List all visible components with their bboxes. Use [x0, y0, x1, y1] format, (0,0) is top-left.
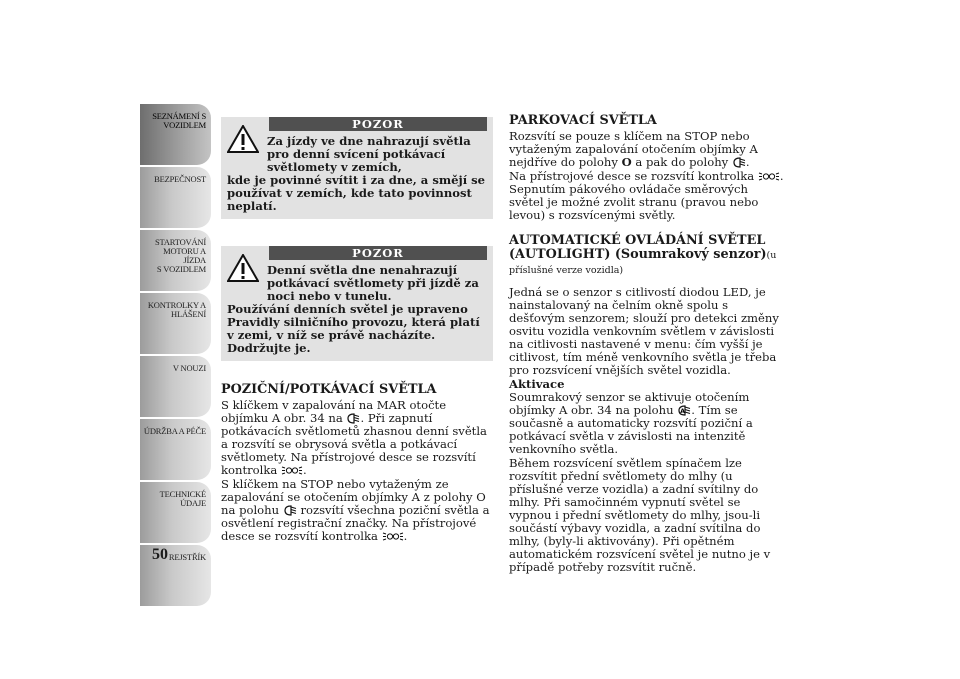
paragraph-parking-1: Rozsvítí se pouze s klíčem na STOP nebo vytaženým zapalování otočením objímky A nejdříve do polohy O a pak do polohy .: [509, 129, 758, 169]
section-title-autolight: AUTOMATICKÉ OVLÁDÁNÍ SVĚTEL (AUTOLIGHT) (Soumrakový senzor)(u příslušné verze vozidla): [509, 233, 777, 276]
paragraph-low-beam-1: S klíčkem v zapalování na MAR otočte objímku A obr. 34 na . Při zapnutí potkávacích světlometů zhasnou denní světla a rozsvítí se obrysová světla a potkávací světlomety. Na přístrojové desce se rozsvítí kontrolka .: [221, 398, 487, 477]
svg-text:A: A: [680, 408, 686, 415]
paragraph-autolight: Jedná se o senzor s citlivostí diodou LED, je nainstalovaný na čelním okně spolu s dešťovým senzorem; slouží pro detekci změny osvitu vozidla venkovním světlem v závislosti na citlivosti nastavené v menu: čím vyšší je citlivost, tím méně venkovního světla je třeba pro rozsvícení vnějších světel vozidla.: [509, 285, 779, 377]
warning-text-1a: Za jízdy ve dne nahrazují světla pro denní svícení potkávací světlomety v zemích,: [267, 134, 471, 174]
low-beam-icon: [346, 413, 360, 424]
warning-triangle-icon: [227, 125, 259, 153]
low-beam-icon: [283, 505, 297, 516]
parking-lights-icon: [758, 171, 780, 182]
warning-text-2b: Používání denních světel je upraveno Pravidly silničního provozu, která platí v zemi, v níž se právě nacházíte. Dodržujte je.: [227, 302, 480, 355]
subtitle-activation: Aktivace: [509, 377, 565, 391]
warning-text-2a: Denní světla dne nenahrazují potkávací světlomety při jízdě za noci nebo v tunelu.: [267, 263, 479, 303]
paragraph-activation-1: Soumrakový senzor se aktivuje otočením objímky A obr. 34 na polohu A . Tím se současně a automaticky rozsvítí poziční a potkávací světla v závislosti na intenzitě venkovního světla.: [509, 390, 753, 456]
parking-lights-icon: [281, 465, 303, 476]
tab-udrzba[interactable]: ÚDRŽBA A PÉČE: [140, 419, 211, 480]
chapter-sidebar: [140, 104, 211, 608]
right-column: [509, 114, 784, 575]
warning-box-1: [221, 117, 493, 219]
warning-triangle-icon: [227, 254, 259, 282]
left-column: [221, 117, 493, 544]
paragraph-low-beam-2: S klíčkem na STOP nebo vytaženým ze zapalování se otočením objímky A z polohy O na polohu rozsvítí všechna poziční světla a osvětlení registrační značky. Na přístrojové desce se rozsvítí kontrolka .: [221, 477, 490, 543]
auto-light-icon: [677, 405, 691, 416]
paragraph-activation-2: Během rozsvícení světlem spínačem lze rozsvítit přední světlomety do mlhy (u příslušné verze vozidla) a zadní svítilny do mlhy. Při samočinném vypnutí světel se vypnou i přední světlomety do mlhy, jsou-li součástí výbavy vozidla, a zadní svítilna do mlhy, (byly-li aktivovány). Při opětném automatickém rozsvícení světel je nutno je v případě potřeby rozsvítit ručně.: [509, 456, 771, 574]
warning-title: POZOR: [269, 246, 487, 260]
tab-technicke[interactable]: TECHNICKÉ ÚDAJE: [140, 482, 211, 543]
warning-title: POZOR: [269, 117, 487, 131]
warning-text-1b: kde je povinné svítit i za dne, a smějí se používat v zemích, kde tato povinnost neplatí.: [227, 173, 486, 213]
paragraph-parking-2: Na přístrojové desce se rozsvítí kontrolka . Sepnutím pákového ovládače směrových světel je možné zvolit stranu (pravou nebo levou) s rozsvícenými světly.: [509, 169, 784, 222]
tab-v-nouzi[interactable]: V NOUZI: [140, 356, 211, 417]
low-beam-icon: [732, 157, 746, 168]
section-title-low-beam: POZIČNÍ/POTKÁVACÍ SVĚTLA: [221, 382, 437, 397]
tab-seznameni[interactable]: SEZNÁMENÍ S VOZIDLEM: [140, 104, 211, 165]
warning-box-2: [221, 246, 493, 361]
tab-rejstrik[interactable]: REJSTŘÍK: [140, 545, 211, 606]
tab-kontrolky[interactable]: KONTROLKY A HLÁŠENÍ: [140, 293, 211, 354]
tab-startovani[interactable]: STARTOVÁNÍ MOTORU A JÍZDA S VOZIDLEM: [140, 230, 211, 291]
parking-lights-icon: [382, 531, 404, 542]
tab-bezpecnost[interactable]: BEZPEČNOST: [140, 167, 211, 228]
section-title-parking: PARKOVACÍ SVĚTLA: [509, 113, 657, 128]
page-number: 50: [152, 546, 168, 563]
